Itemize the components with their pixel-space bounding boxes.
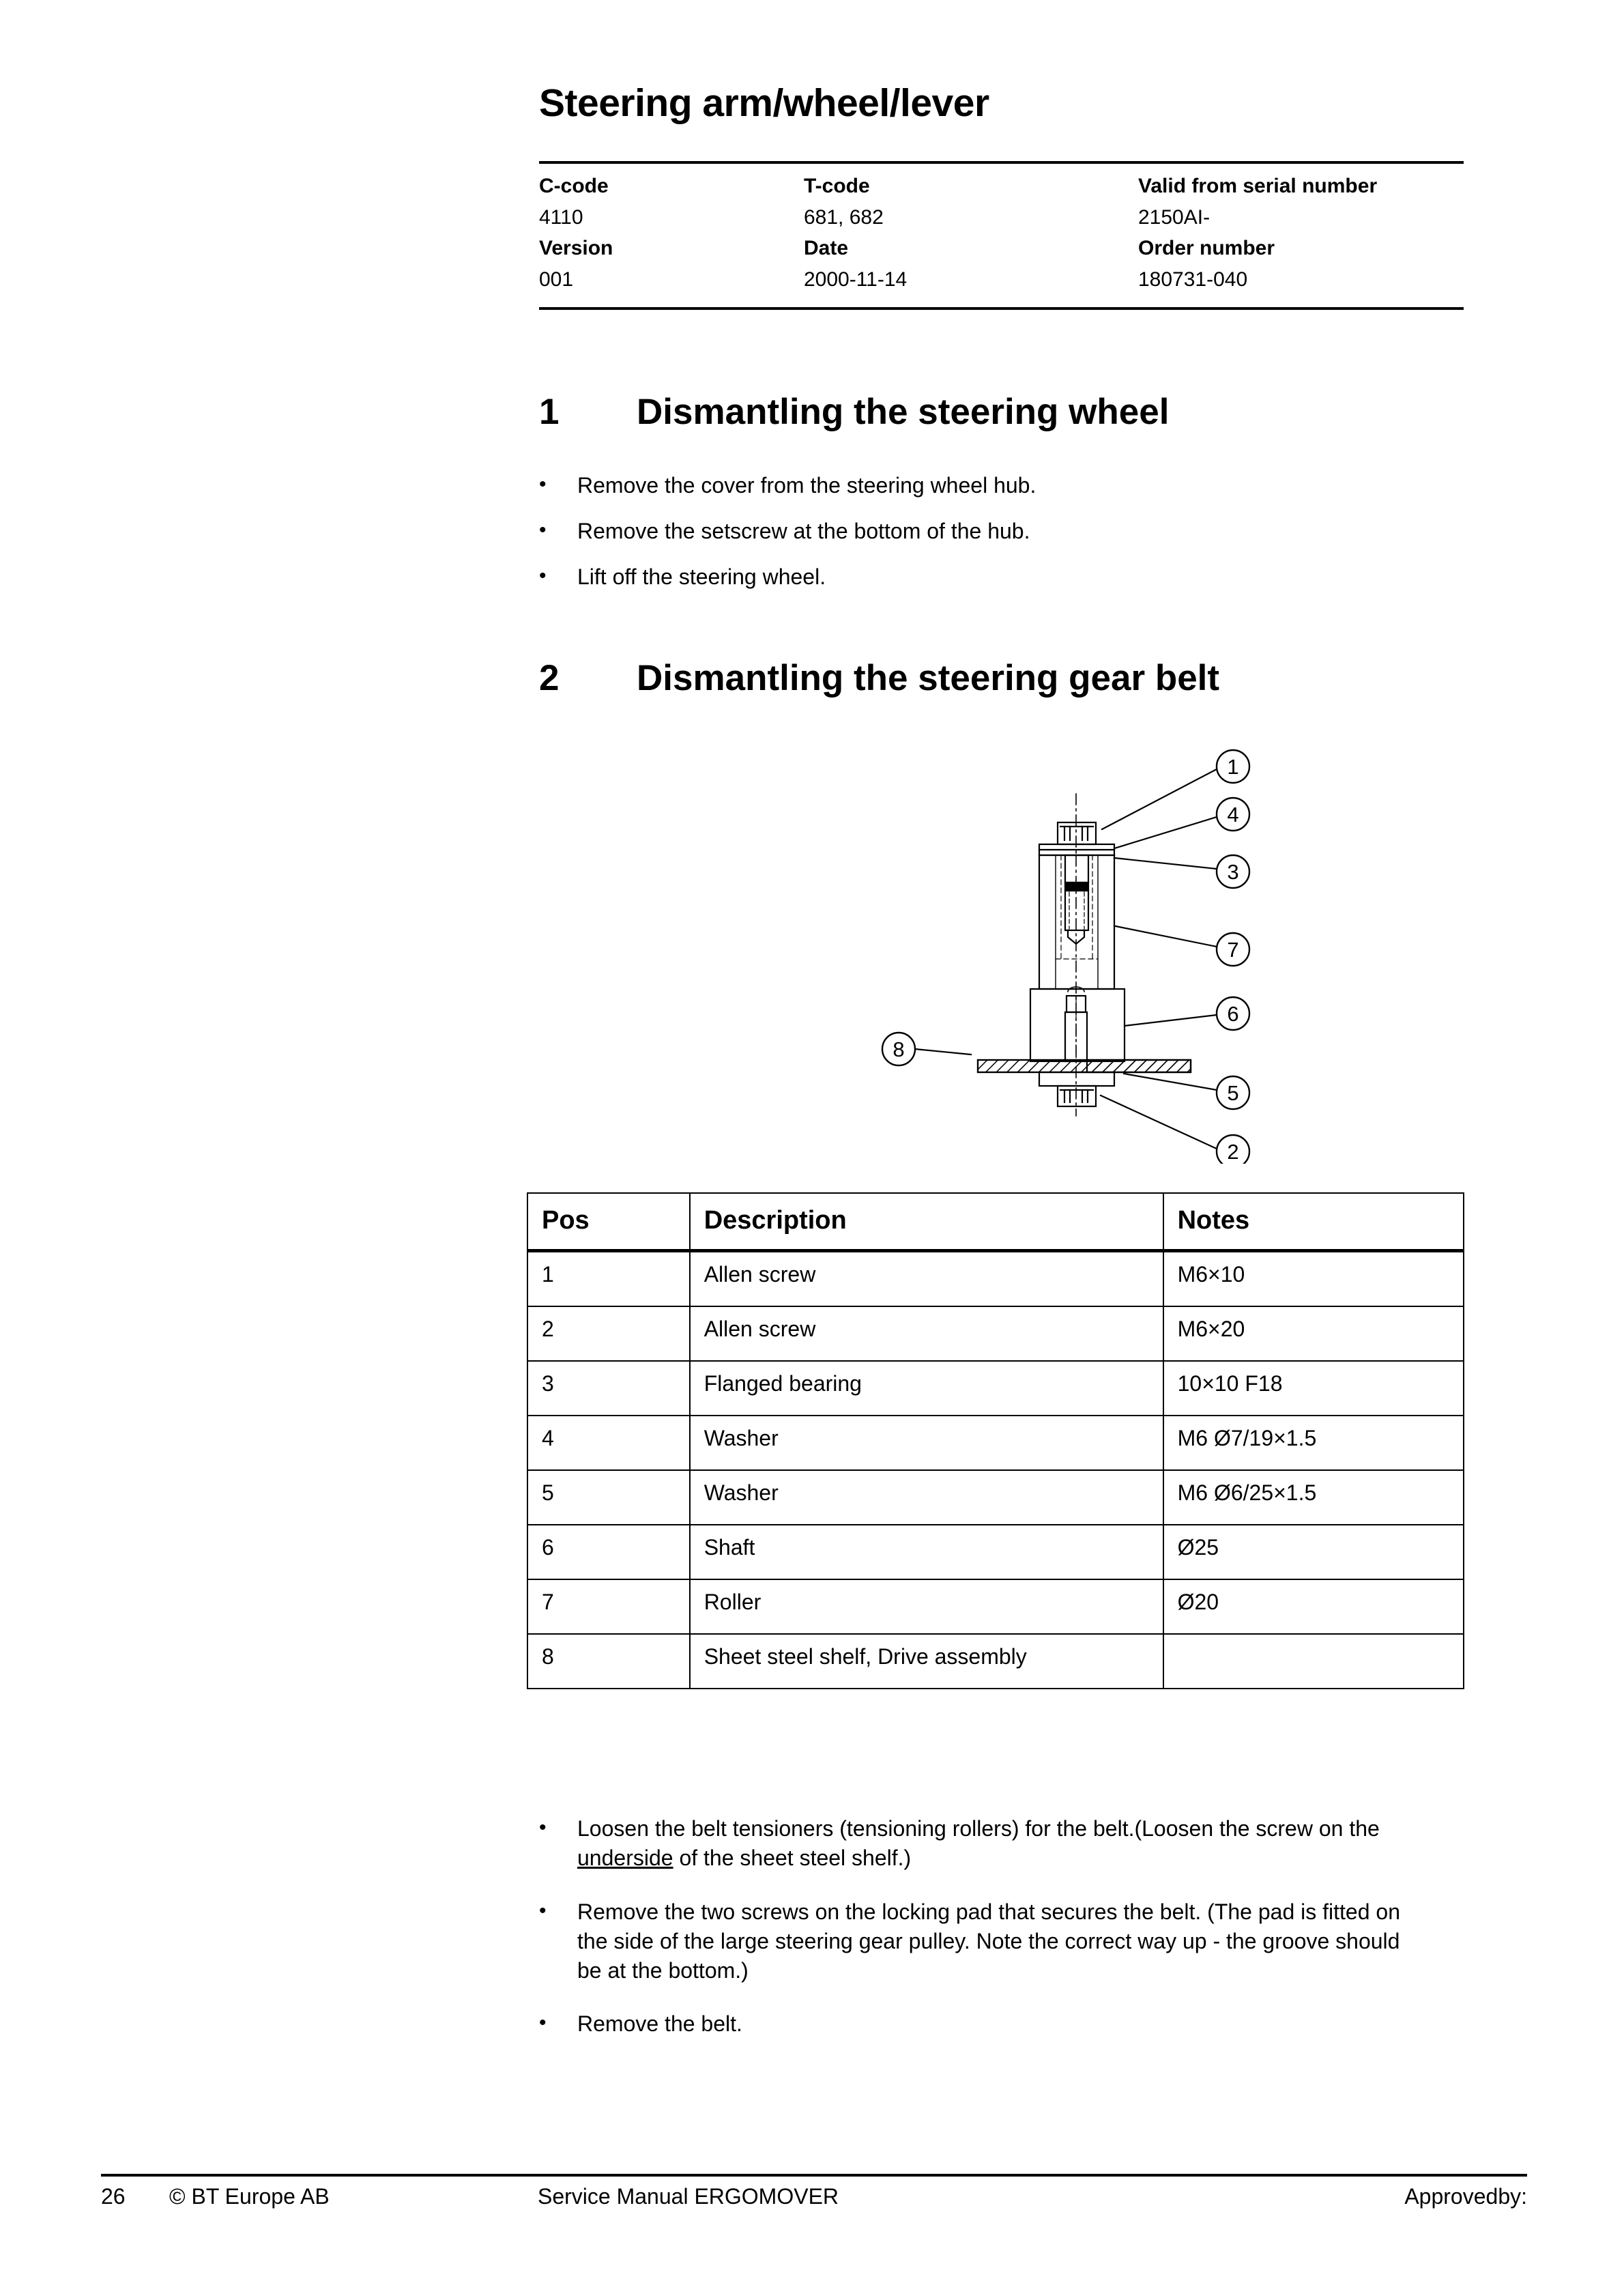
cell-notes: M6 Ø7/19×1.5 [1163, 1416, 1464, 1470]
header-rule-bottom [539, 307, 1464, 310]
cell-notes: Ø20 [1163, 1579, 1464, 1634]
callout-1: 1 [1227, 755, 1239, 779]
meta-label-valid-from: Valid from serial number [1138, 175, 1378, 197]
bullet-marker: • [539, 2011, 547, 2035]
bullet-marker: • [539, 1899, 547, 1922]
meta-label-c-code: C-code [539, 175, 609, 197]
table-header-row [527, 1193, 1464, 1251]
list-item [539, 1897, 1412, 1985]
table-row [527, 1579, 1464, 1634]
cell-description: Roller [690, 1579, 1163, 1634]
section-2-number: 2 [539, 658, 560, 698]
meta-value-date: 2000-11-14 [804, 268, 908, 291]
callout-4: 4 [1227, 803, 1239, 827]
callout-3: 3 [1227, 860, 1239, 884]
cell-description: Allen screw [690, 1251, 1163, 1307]
column-header-notes: Notes [1163, 1193, 1464, 1251]
table-row [527, 1306, 1464, 1361]
table-row [527, 1525, 1464, 1579]
document-meta [539, 171, 1464, 295]
list-item-text-underlined: underside [577, 1845, 673, 1870]
cell-description: Washer [690, 1416, 1163, 1470]
bullet-marker: • [539, 1816, 547, 1839]
callout-2: 2 [1227, 1140, 1239, 1164]
cell-description: Sheet steel shelf, Drive assembly [690, 1634, 1163, 1689]
list-item [539, 2009, 1412, 2039]
list-item [539, 471, 1464, 500]
section-2-title: Dismantling the steering gear belt [637, 658, 1220, 698]
cell-pos: 3 [527, 1361, 690, 1416]
cell-description: Allen screw [690, 1306, 1163, 1361]
meta-label-date: Date [804, 237, 849, 260]
page-footer [101, 2184, 1527, 2217]
table-row [527, 1416, 1464, 1470]
cell-pos: 2 [527, 1306, 690, 1361]
callout-5: 5 [1227, 1081, 1239, 1105]
meta-value-c-code: 4110 [539, 205, 583, 229]
cell-pos: 4 [527, 1416, 690, 1470]
list-item-text: Remove the cover from the steering wheel hub. [577, 473, 1036, 498]
cell-pos: 7 [527, 1579, 690, 1634]
footer-rule [101, 2174, 1527, 2177]
table-row [527, 1634, 1464, 1689]
cell-notes: M6×20 [1163, 1306, 1464, 1361]
section-1-heading [539, 392, 1464, 432]
cell-notes: M6×10 [1163, 1251, 1464, 1307]
cell-notes: M6 Ø6/25×1.5 [1163, 1470, 1464, 1525]
meta-value-version: 001 [539, 268, 574, 291]
callout-8: 8 [893, 1037, 905, 1061]
bullet-marker: • [539, 518, 547, 541]
cell-notes: Ø25 [1163, 1525, 1464, 1579]
list-item-text: Remove the belt. [577, 2011, 742, 2037]
meta-value-t-code: 681, 682 [804, 205, 884, 229]
cell-pos: 1 [527, 1251, 690, 1307]
cell-description: Washer [690, 1470, 1163, 1525]
callout-6: 6 [1227, 1002, 1239, 1026]
section-2-heading [539, 659, 1464, 698]
footer-manual-name: Service Manual ERGOMOVER [538, 2184, 839, 2209]
footer-approved-by: Approvedby: [1404, 2184, 1527, 2209]
cell-description: Shaft [690, 1525, 1163, 1579]
page-title: Steering arm/wheel/lever [539, 81, 989, 125]
bullet-marker: • [539, 564, 547, 587]
cell-pos: 8 [527, 1634, 690, 1689]
list-item-text: Lift off the steering wheel. [577, 564, 826, 589]
parts-table [527, 1192, 1464, 1689]
bullet-marker: • [539, 473, 547, 496]
list-item [539, 562, 1464, 592]
table-row [527, 1361, 1464, 1416]
cell-notes: 10×10 F18 [1163, 1361, 1464, 1416]
table-row [527, 1251, 1464, 1307]
table-row [527, 1470, 1464, 1525]
list-item-text [577, 1814, 1412, 1873]
meta-value-order-number: 180731-040 [1138, 268, 1248, 291]
meta-label-t-code: T-code [804, 175, 870, 197]
cell-pos: 5 [527, 1470, 690, 1525]
meta-label-version: Version [539, 237, 613, 260]
footer-copyright: © BT Europe AB [169, 2184, 330, 2209]
list-item [539, 1814, 1412, 1873]
list-item-text: Remove the two screws on the locking pad that secures the belt. (The pad is fitted on the side of the large steering gear pulley. Note the correct way up - the groove should be at the bottom.) [577, 1899, 1400, 1983]
assembly-diagram [856, 734, 1293, 1164]
list-item [539, 517, 1464, 546]
list-item-text-post: of the sheet steel shelf.) [673, 1845, 912, 1870]
cell-description: Flanged bearing [690, 1361, 1163, 1416]
meta-label-order-number: Order number [1138, 237, 1275, 260]
section-1-number: 1 [539, 392, 560, 432]
section-1-bullet-list [539, 471, 1464, 608]
list-item-text-pre: Loosen the belt tensioners (tensioning rollers) for the belt.(Loosen the screw on the [577, 1816, 1380, 1841]
section-2-bullet-list [539, 1814, 1412, 2063]
cell-notes [1163, 1634, 1464, 1689]
column-header-pos: Pos [527, 1193, 690, 1251]
column-header-description: Description [690, 1193, 1163, 1251]
section-1-title: Dismantling the steering wheel [637, 392, 1170, 432]
meta-value-valid-from: 2150AI- [1138, 205, 1210, 229]
footer-page-number: 26 [101, 2184, 126, 2209]
header-rule-top [539, 161, 1464, 164]
cell-pos: 6 [527, 1525, 690, 1579]
list-item-text: Remove the setscrew at the bottom of the hub. [577, 518, 1030, 543]
callout-7: 7 [1227, 938, 1239, 962]
